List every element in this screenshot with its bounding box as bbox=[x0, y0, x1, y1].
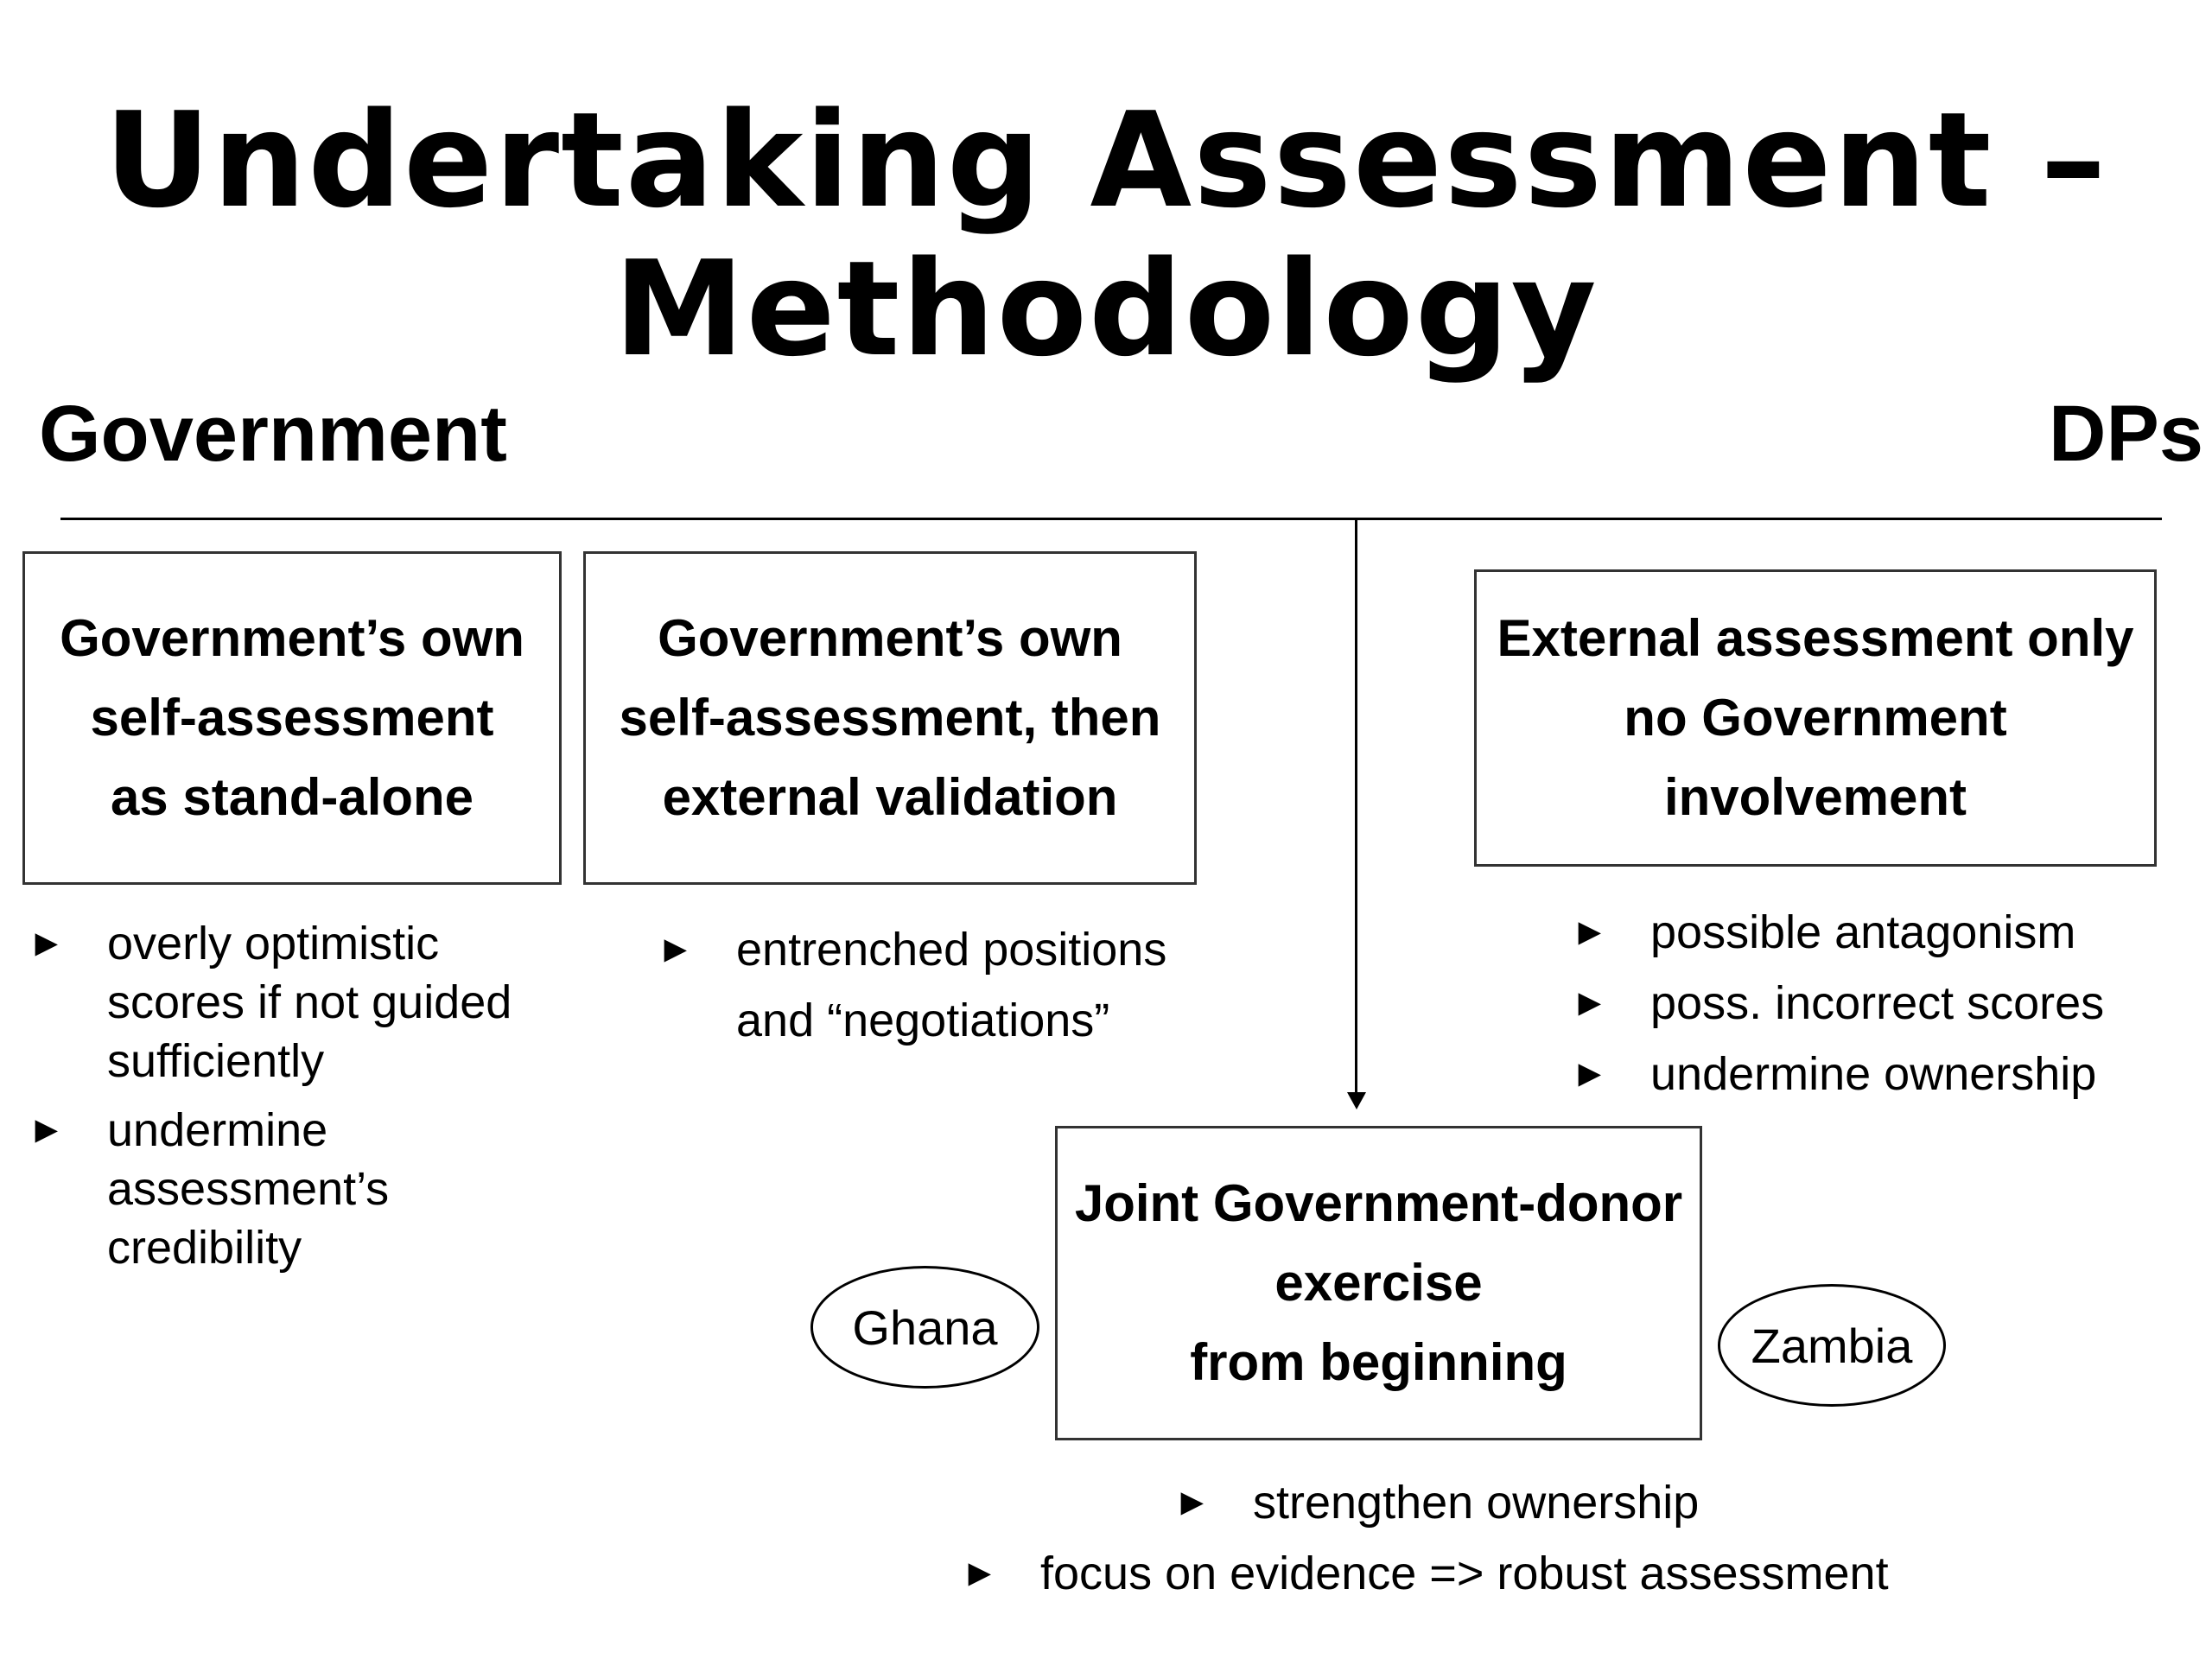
bullet-arrow-icon: ► bbox=[1571, 911, 1609, 953]
list-item: ► focus on evidence => robust assessment bbox=[961, 1538, 2084, 1609]
example-ghana-label: Ghana bbox=[852, 1300, 998, 1355]
box-external-assessment-text: External assessment only no Government involvement bbox=[1497, 609, 2134, 826]
box2-bullet-list bbox=[657, 914, 1210, 1056]
dps-label: DPs bbox=[2049, 390, 2203, 478]
list-item: ► undermine assessment’s credibility bbox=[28, 1101, 563, 1277]
government-label: Government bbox=[39, 390, 507, 478]
joint-bullet-list-1 bbox=[1173, 1467, 1951, 1538]
slide-title-line2: Methodology bbox=[613, 232, 1599, 385]
example-ghana bbox=[810, 1266, 1039, 1389]
spectrum-line bbox=[60, 518, 2162, 520]
example-zambia bbox=[1718, 1284, 1946, 1407]
list-item: ► poss. incorrect scores bbox=[1571, 968, 2193, 1039]
list-item: ► strengthen ownership bbox=[1173, 1467, 1951, 1538]
bullet-arrow-icon: ► bbox=[28, 922, 66, 964]
bullet-arrow-icon: ► bbox=[961, 1552, 999, 1594]
list-item: ► possible antagonism bbox=[1571, 897, 2193, 968]
box-self-assessment-standalone-text: Government’s own self-assessment as stand-alone bbox=[60, 609, 524, 826]
box-self-assessment-standalone bbox=[22, 551, 562, 885]
box1-bullet-list bbox=[28, 914, 563, 1277]
bullet-arrow-icon: ► bbox=[1173, 1481, 1211, 1523]
joint-bullet-list-2 bbox=[961, 1538, 2084, 1609]
connector-line bbox=[1355, 518, 1357, 1096]
box-self-assessment-validation bbox=[583, 551, 1197, 885]
bullet-arrow-icon: ► bbox=[28, 1109, 66, 1151]
box-external-assessment bbox=[1474, 569, 2157, 867]
box-self-assessment-validation-text: Government’s own self-assessment, then external validation bbox=[619, 609, 1161, 826]
bullet-arrow-icon: ► bbox=[1571, 982, 1609, 1024]
list-item: ► entrenched positions and “negotiations” bbox=[657, 914, 1210, 1056]
box-joint-exercise bbox=[1055, 1126, 1702, 1440]
box3-bullet-list bbox=[1571, 897, 2193, 1109]
box-joint-exercise-text: Joint Government-donor exercise from beginning bbox=[1074, 1174, 1683, 1391]
list-item: ► undermine ownership bbox=[1571, 1039, 2193, 1109]
bullet-arrow-icon: ► bbox=[657, 928, 695, 970]
connector-arrowhead-icon bbox=[1347, 1092, 1366, 1109]
list-item: ► overly optimistic scores if not guided sufficiently bbox=[28, 914, 563, 1090]
slide-title-line1: Undertaking Assessment – bbox=[104, 84, 2108, 237]
example-zambia-label: Zambia bbox=[1751, 1318, 1913, 1373]
bullet-arrow-icon: ► bbox=[1571, 1052, 1609, 1095]
